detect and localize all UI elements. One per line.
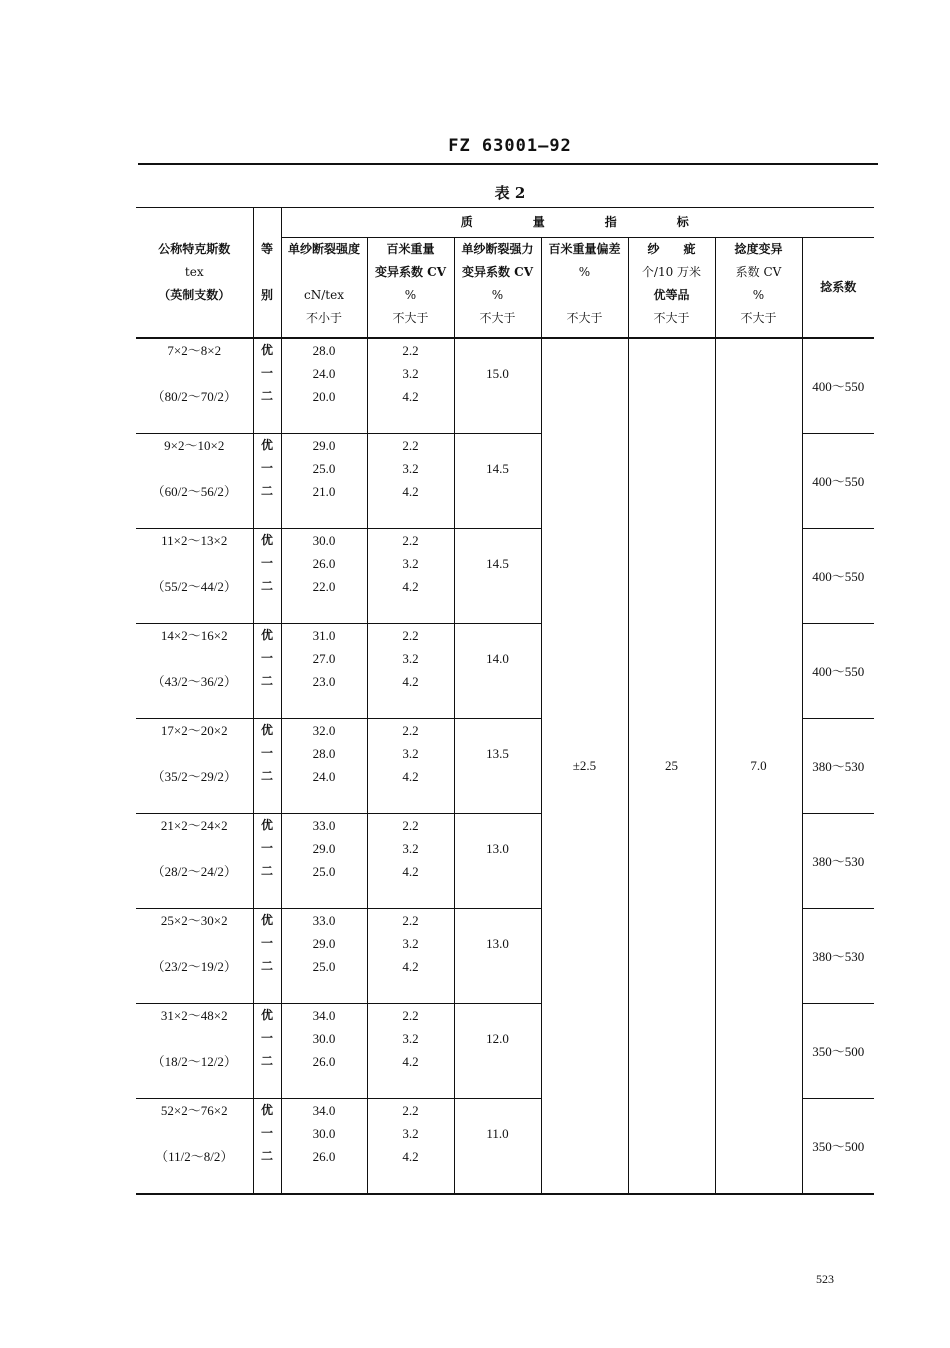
header-line: （英制支数） [158,287,231,302]
force-cv-value: 13.5 [486,745,509,761]
grade-label: 一 [260,745,273,760]
force-cv-cell [454,528,541,623]
strength-value: 26.0 [312,555,336,571]
header-line: 优等品 [653,288,690,302]
grade-label: 一 [260,1125,273,1140]
strength-cell [281,433,367,528]
weight-cv-value: 3.2 [402,840,419,856]
strength-cell [281,528,367,623]
header-rule [138,163,878,165]
header-weight-cv [367,238,454,338]
grade-label: 优 [260,722,273,737]
force-cv-value: 15.0 [486,365,509,381]
grade-label: 一 [260,840,273,855]
header-line: 不小于 [305,311,342,325]
strength-value: 34.0 [312,1007,336,1023]
grade-cell [253,433,281,528]
header-line: 系数 CV [735,265,782,279]
strength-value: 21.0 [312,483,336,499]
weight-cv-cell [367,338,454,434]
header-count [136,208,253,338]
count-cell [136,813,253,908]
standard-code: FZ 63001—92 [448,136,572,156]
header-line: 不大于 [566,311,603,325]
count-cell [136,908,253,1003]
twist-factor-cell: 380～530 [802,908,874,1003]
weight-cv-value: 3.2 [402,1125,419,1141]
grade-cell [253,1003,281,1098]
weight-cv-value: 3.2 [402,460,419,476]
header-line: 变异系数 CV [461,265,534,279]
grade-label: 优 [260,532,273,547]
grade-label: 二 [260,578,273,593]
weight-cv-value: 3.2 [402,555,419,571]
quality-spec-table [136,207,874,1195]
tex-range: 14×2～16×2 [160,627,228,643]
strength-value: 33.0 [312,817,336,833]
tex-range: 25×2～30×2 [160,912,228,928]
strength-value: 23.0 [312,673,336,689]
strength-value: 26.0 [312,1053,336,1069]
twist-cv-merged: 7.0 [715,338,802,1194]
header-line: 纱 疵 [647,242,696,256]
grade-label: 二 [260,863,273,878]
weight-cv-value: 4.2 [402,1148,419,1164]
force-cv-value: 13.0 [486,935,509,951]
twist-factor-cell: 400～550 [802,338,874,434]
strength-cell [281,908,367,1003]
weight-cv-cell [367,528,454,623]
grade-cell [253,528,281,623]
grade-label: 二 [260,673,273,688]
grade-cell [253,813,281,908]
weight-cv-cell [367,1098,454,1194]
strength-cell [281,813,367,908]
grade-label: 二 [260,958,273,973]
count-cell [136,338,253,434]
grade-label: 优 [260,912,273,927]
twist-factor-cell: 380～530 [802,813,874,908]
weight-cv-cell [367,1003,454,1098]
header-line: % [404,288,417,302]
header-strength [281,238,367,338]
header-line: 别 [260,287,273,302]
weight-cv-value: 3.2 [402,650,419,666]
weight-cv-value: 4.2 [402,863,419,879]
header-line: tex [184,264,204,279]
weight-deviation-merged: ±2.5 [541,338,628,1194]
force-cv-value: 11.0 [486,1125,509,1141]
header-neps [628,238,715,338]
strength-cell [281,718,367,813]
twist-factor-cell: 380～530 [802,718,874,813]
header-line: 百米重量 [386,242,435,256]
force-cv-cell [454,623,541,718]
english-count: （60/2～56/2） [151,483,237,499]
force-cv-cell [454,718,541,813]
strength-cell [281,1003,367,1098]
weight-cv-value: 2.2 [402,817,419,833]
grade-label: 一 [260,365,273,380]
weight-cv-value: 4.2 [402,673,419,689]
header-line: 百米重量偏差 [548,242,621,256]
grade-label: 二 [260,1053,273,1068]
strength-value: 29.0 [312,935,336,951]
force-cv-cell [454,338,541,434]
strength-value: 30.0 [312,1030,336,1046]
grade-label: 优 [260,817,273,832]
weight-cv-cell [367,813,454,908]
grade-label: 二 [260,483,273,498]
grade-label: 优 [260,1102,273,1117]
count-cell [136,528,253,623]
header-line: 不大于 [740,311,777,325]
force-cv-value: 14.0 [486,650,509,666]
table-row [136,338,874,434]
grade-label: 优 [260,437,273,452]
weight-cv-value: 2.2 [402,437,419,453]
tex-range: 7×2～8×2 [167,342,222,358]
header-line: % [578,265,591,279]
force-cv-value: 13.0 [486,840,509,856]
strength-value: 29.0 [312,840,336,856]
weight-cv-value: 4.2 [402,768,419,784]
count-cell [136,718,253,813]
weight-cv-value: 2.2 [402,912,419,928]
grade-label: 一 [260,935,273,950]
header-line: 不大于 [653,311,690,325]
weight-cv-value: 3.2 [402,1030,419,1046]
strength-cell [281,623,367,718]
twist-factor-cell: 400～550 [802,623,874,718]
twist-factor-cell: 400～550 [802,528,874,623]
twist-factor-cell: 350～500 [802,1003,874,1098]
english-count: （43/2～36/2） [151,673,237,689]
strength-value: 22.0 [312,578,336,594]
strength-value: 29.0 [312,437,336,453]
strength-value: 32.0 [312,722,336,738]
weight-cv-value: 3.2 [402,935,419,951]
strength-value: 26.0 [312,1148,336,1164]
grade-label: 二 [260,388,273,403]
strength-value: 33.0 [312,912,336,928]
tex-range: 11×2～13×2 [161,532,228,548]
header-line: 等 [260,241,273,256]
weight-cv-value: 2.2 [402,627,419,643]
header-grade [253,208,281,338]
header-line: 不大于 [479,311,516,325]
tex-range: 31×2～48×2 [160,1007,228,1023]
tex-range: 52×2～76×2 [160,1102,228,1118]
strength-value: 20.0 [312,388,336,404]
grade-label: 优 [260,1007,273,1022]
english-count: （28/2～24/2） [151,863,237,879]
weight-cv-cell [367,908,454,1003]
header-line: 单纱断裂强力 [461,242,534,256]
strength-value: 24.0 [312,768,336,784]
grade-label: 二 [260,768,273,783]
count-cell [136,1098,253,1194]
weight-cv-value: 3.2 [402,745,419,761]
grade-cell [253,623,281,718]
strength-value: 28.0 [312,745,336,761]
weight-cv-value: 4.2 [402,483,419,499]
header-line: 变异系数 CV [374,265,447,279]
grade-cell [253,338,281,434]
header-force-cv [454,238,541,338]
grade-label: 一 [260,555,273,570]
header-line: 捻度变异 [734,242,783,256]
twist-factor-cell: 400～550 [802,433,874,528]
grade-label: 一 [260,1030,273,1045]
weight-cv-value: 3.2 [402,365,419,381]
grade-label: 优 [260,342,273,357]
force-cv-cell [454,433,541,528]
header-weight-deviation [541,238,628,338]
grade-cell [253,908,281,1003]
weight-cv-value: 2.2 [402,722,419,738]
header-line: % [752,288,765,302]
count-cell [136,623,253,718]
weight-cv-value: 4.2 [402,958,419,974]
strength-value: 31.0 [312,627,336,643]
english-count: （23/2～19/2） [151,958,237,974]
grade-label: 一 [260,460,273,475]
english-count: （18/2～12/2） [151,1053,237,1069]
header-line: 不大于 [392,311,429,325]
english-count: （11/2～8/2） [155,1148,234,1164]
count-cell [136,433,253,528]
weight-cv-value: 2.2 [402,342,419,358]
english-count: （55/2～44/2） [151,578,237,594]
header-twist-factor: 捻系数 [802,238,874,338]
weight-cv-cell [367,433,454,528]
header-line: 公称特克斯数 [158,241,231,256]
count-cell [136,1003,253,1098]
force-cv-cell [454,908,541,1003]
strength-value: 28.0 [312,342,336,358]
strength-value: 25.0 [312,958,336,974]
table-caption: 表 2 [494,184,526,202]
tex-range: 21×2～24×2 [160,817,228,833]
strength-value: 34.0 [312,1102,336,1118]
force-cv-cell [454,1003,541,1098]
weight-cv-cell [367,623,454,718]
header-line: cN/tex [304,288,344,302]
header-line: 个/10 万米 [641,265,702,279]
header-quality-group: 质 量 指 标 [281,208,874,238]
english-count: （80/2～70/2） [151,388,237,404]
strength-value: 30.0 [312,532,336,548]
english-count: （35/2～29/2） [151,768,237,784]
strength-value: 24.0 [312,365,336,381]
tex-range: 17×2～20×2 [160,722,228,738]
force-cv-cell [454,813,541,908]
weight-cv-value: 4.2 [402,1053,419,1069]
grade-label: 二 [260,1148,273,1163]
strength-value: 27.0 [312,650,336,666]
strength-cell [281,338,367,434]
weight-cv-value: 2.2 [402,532,419,548]
strength-value: 25.0 [312,863,336,879]
page-number: 523 [816,1272,834,1286]
weight-cv-value: 2.2 [402,1102,419,1118]
force-cv-value: 12.0 [486,1030,509,1046]
header-twist-cv [715,238,802,338]
grade-cell [253,718,281,813]
weight-cv-cell [367,718,454,813]
neps-merged: 25 [628,338,715,1194]
weight-cv-value: 4.2 [402,388,419,404]
force-cv-cell [454,1098,541,1194]
force-cv-value: 14.5 [486,460,509,476]
twist-factor-cell: 350～500 [802,1098,874,1194]
header-line: % [491,288,504,302]
grade-label: 一 [260,650,273,665]
grade-label: 优 [260,627,273,642]
weight-cv-value: 2.2 [402,1007,419,1023]
tex-range: 9×2～10×2 [164,437,225,453]
strength-value: 30.0 [312,1125,336,1141]
force-cv-value: 14.5 [486,555,509,571]
weight-cv-value: 4.2 [402,578,419,594]
grade-cell [253,1098,281,1194]
strength-value: 25.0 [312,460,336,476]
header-line: 单纱断裂强度 [287,242,360,256]
strength-cell [281,1098,367,1194]
